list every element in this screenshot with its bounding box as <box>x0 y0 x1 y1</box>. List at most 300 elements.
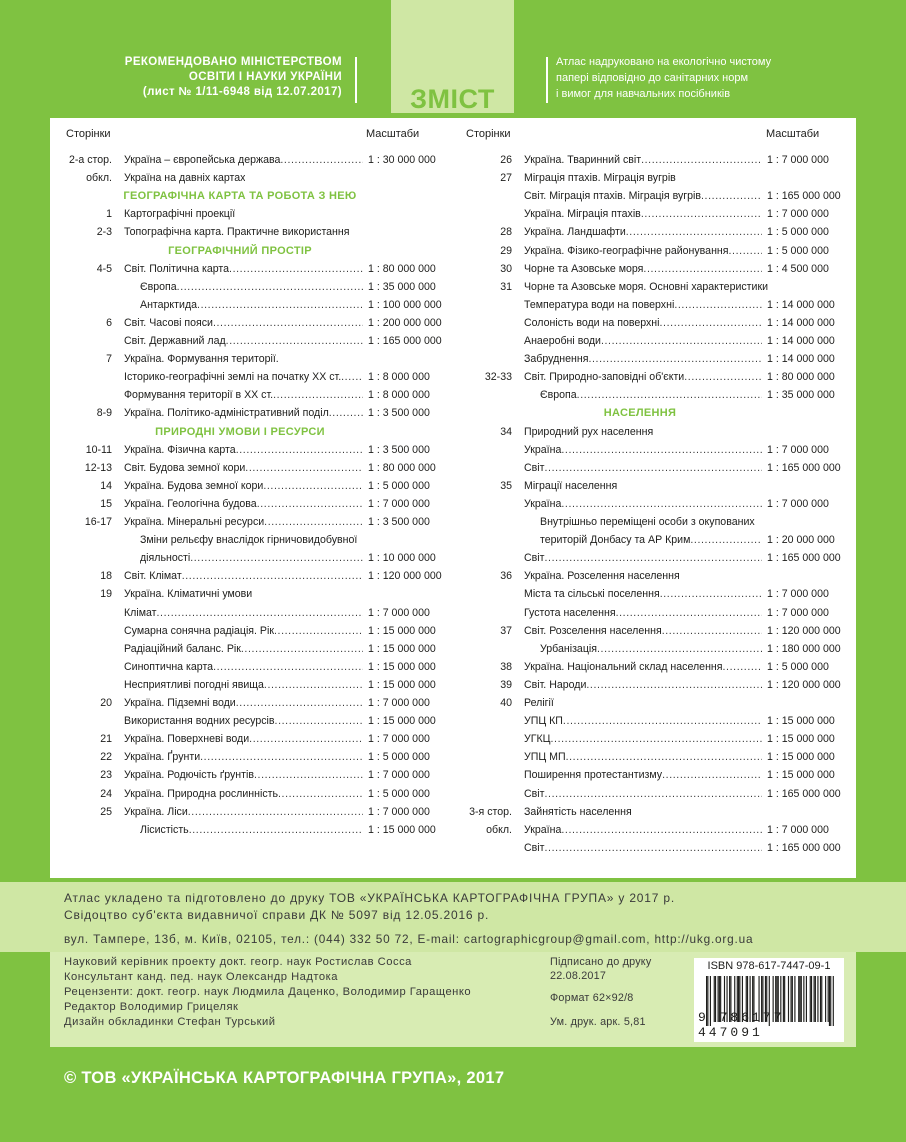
toc-row <box>450 513 850 531</box>
toc-row <box>450 821 850 839</box>
toc-row <box>450 694 850 712</box>
toc-title: Україна – європейська держава <box>124 154 281 166</box>
toc-scale: 1 : 7 000 000 <box>767 154 829 166</box>
toc-row <box>50 748 450 766</box>
toc-row <box>50 332 450 350</box>
dot-leader <box>177 278 363 296</box>
dot-leader <box>626 223 762 241</box>
toc-title: Світ <box>524 787 545 800</box>
toc-row <box>50 640 450 658</box>
dot-leader <box>563 712 762 730</box>
pages-header-right: Сторінки <box>466 128 511 140</box>
toc-row <box>450 386 850 404</box>
toc-scale: 1 : 5 000 000 <box>368 479 430 492</box>
toc-row <box>50 314 450 332</box>
toc-title: Сумарна сонячна радіація. Рік <box>124 624 274 637</box>
toc-title: Поширення протестантизму <box>524 769 663 782</box>
toc-title: Чорне та Азовське моря <box>524 262 644 275</box>
dot-leader <box>264 676 363 694</box>
dot-leader <box>662 622 762 640</box>
dot-leader <box>341 368 363 386</box>
toc-scale: 1 : 7 000 000 <box>767 443 829 456</box>
toc-title: Міграція птахів. Міграція вугрів <box>524 172 676 185</box>
contents-tab <box>391 0 514 113</box>
toc-row <box>450 441 850 459</box>
toc-row <box>450 296 850 314</box>
toc-page: 1 <box>106 208 112 221</box>
dot-leader <box>213 314 363 332</box>
dot-leader <box>641 151 762 169</box>
print-sheets: Ум. друк. арк. 5,81 <box>550 1016 646 1028</box>
toc-title: Історико-географічні землі на початку XX ст. <box>124 371 342 384</box>
toc-row <box>50 658 450 676</box>
toc-row <box>450 531 850 549</box>
toc-title: Антарктида <box>140 298 198 311</box>
toc-row <box>450 622 850 640</box>
toc-row <box>50 151 450 169</box>
toc-row <box>50 821 450 839</box>
toc-title: Анаеробні води <box>524 335 601 347</box>
toc-scale: 1 : 30 000 000 <box>368 154 436 166</box>
ministry-line: ОСВІТИ І НАУКИ УКРАЇНИ <box>188 71 342 83</box>
toc-row <box>50 694 450 712</box>
toc-scale: 1 : 3 500 000 <box>368 407 430 420</box>
toc-page: 25 <box>100 805 112 818</box>
dot-leader <box>662 766 762 784</box>
toc-title: Радіаційний баланс. Рік <box>124 642 241 655</box>
isbn-block <box>694 958 844 1042</box>
toc-page: 8-9 <box>96 407 112 420</box>
toc-row <box>450 712 850 730</box>
ministry-recommendation <box>60 55 342 100</box>
toc-title: Україна. Підземні води <box>124 697 236 709</box>
toc-title: Україна. Розселення населення <box>524 570 680 583</box>
toc-row <box>450 242 850 260</box>
toc-title: Україна. Ліси <box>124 805 188 818</box>
toc-page: 37 <box>500 624 512 637</box>
dot-leader <box>257 495 363 513</box>
dot-leader <box>278 785 363 803</box>
toc-title: Україна. Формування території. <box>124 353 279 366</box>
toc-scale: 1 : 35 000 000 <box>767 389 835 402</box>
imprint-block <box>0 882 906 952</box>
toc-row <box>50 477 450 495</box>
toc-scale: 1 : 7 000 000 <box>368 606 430 619</box>
dot-leader <box>601 332 762 350</box>
dot-leader <box>566 748 762 766</box>
toc-page: 3-я стор. <box>469 805 512 818</box>
toc-scale: 1 : 14 000 000 <box>767 353 835 366</box>
toc-title: Зміни рельєфу внаслідок гірничовидобувної <box>140 534 358 547</box>
eco-line: і вимог для навчальних посібників <box>556 88 731 100</box>
credit-line: Редактор Володимир Грицеляк <box>64 1001 239 1013</box>
dot-leader <box>245 459 363 477</box>
toc-title: Світ. Народи <box>524 678 587 691</box>
toc-row <box>450 368 850 386</box>
toc-row <box>50 531 450 549</box>
toc-title: Світ <box>524 841 545 854</box>
toc-page: 6 <box>106 316 112 329</box>
section-heading: НАСЕЛЕННЯ <box>603 407 677 420</box>
toc-scale: 1 : 14 000 000 <box>767 316 835 329</box>
toc-scale: 1 : 5 000 000 <box>767 226 829 239</box>
dot-leader <box>616 604 762 622</box>
dot-leader <box>660 314 762 332</box>
toc-page: 27 <box>500 172 512 185</box>
toc-scale: 1 : 8 000 000 <box>368 371 430 384</box>
contact-line: вул. Тампере, 13б, м. Київ, 02105, тел.: (044) 332 50 72, E-mail: cartographicgroup@gmail.com, http://ukg.org.ua <box>64 932 754 946</box>
toc-title: Картографічні проекції <box>124 208 236 221</box>
dot-leader <box>643 260 762 278</box>
toc-scale: 1 : 7 000 000 <box>767 588 829 601</box>
dot-leader <box>236 694 363 712</box>
toc-row <box>450 730 850 748</box>
section-heading: ГЕОГРАФІЧНИЙ ПРОСТІР <box>168 244 312 257</box>
toc-title: Україна <box>524 443 562 456</box>
toc-page: 26 <box>500 154 512 166</box>
toc-title: Світ. Будова земної кори <box>124 461 246 474</box>
dot-leader <box>190 549 363 567</box>
toc-title: Україна. Фізична карта <box>124 443 236 456</box>
toc-row <box>450 260 850 278</box>
toc-scale: 1 : 100 000 000 <box>368 298 442 311</box>
toc-title: Україна. Ґрунти <box>124 751 201 764</box>
toc-scale: 1 : 15 000 000 <box>368 660 436 673</box>
toc-scale: 1 : 7 000 000 <box>767 208 829 221</box>
ministry-line: (лист № 1/11-6948 від 12.07.2017) <box>142 86 342 98</box>
toc-title: Світ. Політична карта <box>124 262 230 275</box>
toc-page: 10-11 <box>85 443 112 456</box>
dot-leader <box>701 187 762 205</box>
toc-page: 20 <box>100 697 112 709</box>
toc-scale: 1 : 5 000 000 <box>767 660 829 673</box>
dot-leader <box>690 531 762 549</box>
toc-row <box>50 730 450 748</box>
dot-leader <box>544 839 762 857</box>
toc-scale: 1 : 7 000 000 <box>368 697 430 709</box>
toc-row <box>450 676 850 694</box>
divider <box>355 57 357 103</box>
toc-row <box>50 676 450 694</box>
toc-row <box>50 368 450 386</box>
toc-title: Внутрішньо переміщені особи з окупованих <box>540 516 755 528</box>
toc-row <box>450 803 850 821</box>
toc-title: Використання водних ресурсів <box>124 715 275 728</box>
dot-leader <box>254 766 363 784</box>
toc-title: УПЦ МП <box>524 751 566 764</box>
toc-title: Лісистість <box>140 823 189 836</box>
toc-title: Зайнятість населення <box>524 805 632 818</box>
toc-scale: 1 : 7 000 000 <box>368 805 430 818</box>
dot-leader <box>213 658 363 676</box>
dot-leader <box>157 604 363 622</box>
credit-line: Науковий керівник проекту докт. геогр. наук Ростислав Сосса <box>64 956 412 968</box>
toc-row <box>450 658 850 676</box>
toc-page: 38 <box>500 660 512 673</box>
toc-row <box>450 785 850 803</box>
toc-row <box>50 785 450 803</box>
toc-row <box>450 350 850 368</box>
dot-leader <box>241 640 363 658</box>
toc-row <box>50 386 450 404</box>
toc-scale: 1 : 165 000 000 <box>767 787 841 800</box>
toc-row <box>450 314 850 332</box>
toc-row <box>50 622 450 640</box>
toc-scale: 1 : 80 000 000 <box>368 262 436 275</box>
toc-title: Світ. Державний лад <box>124 335 226 347</box>
toc-scale: 1 : 10 000 000 <box>368 552 436 565</box>
scales-header-left: Масштаби <box>366 128 420 140</box>
toc-scale: 1 : 35 000 000 <box>368 280 436 293</box>
toc-scale: 1 : 80 000 000 <box>368 461 436 474</box>
toc-scale: 1 : 15 000 000 <box>767 751 835 764</box>
section-heading: ГЕОГРАФІЧНА КАРТА ТА РОБОТА З НЕЮ <box>123 190 357 203</box>
toc-scale: 1 : 165 000 000 <box>767 461 841 474</box>
toc-scale: 1 : 15 000 000 <box>368 624 436 637</box>
dot-leader <box>188 803 363 821</box>
toc-row <box>50 549 450 567</box>
toc-row <box>450 459 850 477</box>
contents-panel <box>50 118 856 878</box>
toc-page: 39 <box>500 678 512 691</box>
dot-leader <box>197 296 363 314</box>
toc-title: Україна. Ландшафти <box>524 226 626 239</box>
toc-row <box>450 585 850 603</box>
toc-scale: 1 : 5 000 000 <box>368 787 430 800</box>
dot-leader <box>641 205 762 223</box>
toc-page: 2-3 <box>96 226 112 239</box>
dot-leader <box>577 386 762 404</box>
dot-leader <box>660 585 762 603</box>
dot-leader <box>723 658 762 676</box>
isbn-label: ISBN 978-617-7447-09-1 <box>707 960 831 972</box>
toc-title: Міграції населення <box>524 479 618 492</box>
toc-row <box>450 748 850 766</box>
toc-scale: 1 : 120 000 000 <box>767 678 841 691</box>
dot-leader <box>674 296 762 314</box>
toc-scale: 1 : 180 000 000 <box>767 642 841 655</box>
toc-scale: 1 : 20 000 000 <box>767 534 835 547</box>
toc-scale: 1 : 4 500 000 <box>767 262 829 275</box>
toc-page: 12-13 <box>84 461 112 474</box>
toc-title: Україна. Міграція птахів <box>524 208 641 221</box>
toc-scale: 1 : 14 000 000 <box>767 298 835 311</box>
toc-title: Природний рух населення <box>524 425 654 438</box>
toc-scale: 1 : 15 000 000 <box>368 823 436 836</box>
toc-page: 19 <box>100 588 112 601</box>
copyright: © ТОВ «УКРАЇНСЬКА КАРТОГРАФІЧНА ГРУПА», 2017 <box>64 1069 505 1087</box>
toc-row <box>450 332 850 350</box>
toc-page: 40 <box>500 697 512 709</box>
toc-title: Світ. Розселення населення <box>524 624 662 637</box>
toc-title: УГКЦ <box>524 733 551 746</box>
toc-row <box>50 350 450 368</box>
toc-title: Україна. Геологічна будова <box>124 497 257 510</box>
toc-row <box>50 169 450 187</box>
toc-scale: 1 : 120 000 000 <box>368 570 442 583</box>
dot-leader <box>729 242 762 260</box>
toc-row <box>450 640 850 658</box>
divider <box>546 57 548 103</box>
pages-header-left: Сторінки <box>66 128 111 140</box>
scales-header-right: Масштаби <box>766 128 820 140</box>
toc-title: Україна на давніх картах <box>124 172 246 185</box>
credit-line: Дизайн обкладинки Стефан Турський <box>64 1016 276 1028</box>
toc-row <box>50 260 450 278</box>
dot-leader <box>229 260 363 278</box>
toc-title: Солоність води на поверхні <box>524 316 660 329</box>
toc-row <box>50 712 450 730</box>
toc-title: діяльності <box>140 552 191 565</box>
dot-leader <box>544 459 762 477</box>
toc-scale: 1 : 120 000 000 <box>767 624 841 637</box>
credit-line: Рецензенти: докт. геогр. наук Людмила Даценко, Володимир Гаращенко <box>64 986 472 998</box>
toc-title: Густота населення <box>524 606 616 619</box>
toc-page: 31 <box>500 280 512 293</box>
toc-title: Чорне та Азовське моря. Основні характеристики <box>524 280 768 293</box>
toc-row <box>450 223 850 241</box>
dot-leader <box>280 151 363 169</box>
dot-leader <box>182 567 363 585</box>
imprint-line: Свідоцтво суб'єкта видавничої справи ДК № 5097 від 12.05.2016 р. <box>64 908 490 922</box>
toc-title: Україна. Тваринний світ <box>524 154 642 166</box>
toc-scale: 1 : 165 000 000 <box>767 552 841 565</box>
toc-title: Україна. Родючість ґрунтів <box>124 769 254 782</box>
credit-line: Консультант канд. пед. наук Олександр Надтока <box>64 971 339 983</box>
toc-page: 7 <box>106 353 112 366</box>
dot-leader <box>273 386 363 404</box>
toc-title: Формування території в XX ст. <box>124 389 274 402</box>
dot-leader <box>544 785 762 803</box>
dot-leader <box>249 730 363 748</box>
toc-row <box>450 169 850 187</box>
toc-title: Україна. Мінеральні ресурси <box>124 516 265 528</box>
ministry-line: РЕКОМЕНДОВАНО МІНІСТЕРСТВОМ <box>124 56 342 68</box>
toc-title: Синоптична карта <box>124 660 214 673</box>
toc-page: 16-17 <box>84 516 112 528</box>
eco-note <box>556 54 856 102</box>
toc-scale: 1 : 15 000 000 <box>767 769 835 782</box>
toc-scale: 1 : 5 000 000 <box>368 751 430 764</box>
toc-title: Україна. Кліматичні умови <box>124 588 253 601</box>
dot-leader <box>561 441 762 459</box>
dot-leader <box>329 404 363 422</box>
eco-line: Атлас надруковано на екологічно чистому <box>556 56 772 68</box>
toc-row <box>450 549 850 567</box>
toc-title: Україна. Будова земної кори <box>124 479 264 492</box>
dot-leader <box>550 730 762 748</box>
toc-title: Світ <box>524 461 545 474</box>
eco-line: папері відповідно до санітарних норм <box>556 72 749 84</box>
toc-page: 21 <box>100 733 112 746</box>
toc-row <box>450 839 850 857</box>
dot-leader <box>226 332 363 350</box>
toc-title: Урбанізація <box>540 642 597 655</box>
toc-scale: 1 : 15 000 000 <box>368 642 436 655</box>
imprint-line: Атлас укладено та підготовлено до друку ТОВ «УКРАЇНСЬКА КАРТОГРАФІЧНА ГРУПА» у 2017 р. <box>64 891 675 905</box>
dot-leader <box>684 368 762 386</box>
toc-scale: 1 : 8 000 000 <box>368 389 430 402</box>
toc-page: 34 <box>500 425 512 438</box>
toc-row <box>450 423 850 441</box>
toc-row <box>50 223 450 241</box>
dot-leader <box>236 441 363 459</box>
toc-page: 28 <box>500 226 512 239</box>
toc-page: обкл. <box>486 823 512 836</box>
toc-scale: 1 : 3 500 000 <box>368 443 430 456</box>
dot-leader <box>586 676 762 694</box>
toc-title: Україна. Природна рослинність <box>124 787 278 800</box>
toc-scale: 1 : 3 500 000 <box>368 516 430 528</box>
toc-row <box>450 151 850 169</box>
toc-scale: 1 : 165 000 000 <box>368 335 442 347</box>
toc-title: Світ <box>524 552 545 565</box>
toc-title: Топографічна карта. Практичне використання <box>124 226 350 239</box>
dot-leader <box>561 495 762 513</box>
dot-leader <box>544 549 762 567</box>
toc-page: 24 <box>100 787 112 800</box>
toc-page: 36 <box>500 570 512 583</box>
toc-row <box>50 513 450 531</box>
toc-page: 4-5 <box>96 262 112 275</box>
toc-title: Україна. Поверхневі води <box>124 733 250 746</box>
toc-scale: 1 : 5 000 000 <box>767 244 829 257</box>
toc-row <box>450 495 850 513</box>
toc-row <box>50 803 450 821</box>
toc-scale: 1 : 15 000 000 <box>368 715 436 728</box>
dot-leader <box>189 821 363 839</box>
toc-row <box>50 441 450 459</box>
toc-title: Релігії <box>524 697 554 709</box>
toc-title: Україна. Фізико-географічне районування <box>524 244 729 257</box>
signed-date: 22.08.2017 <box>550 970 607 982</box>
toc-title: Світ. Часові пояси <box>124 316 213 329</box>
toc-scale: 1 : 165 000 000 <box>767 841 841 854</box>
toc-page: 15 <box>100 497 112 510</box>
toc-title: УПЦ КП <box>524 715 563 728</box>
toc-title: територій Донбасу та АР Крим <box>540 534 691 547</box>
dot-leader <box>274 622 363 640</box>
toc-row <box>450 477 850 495</box>
signed-date: Підписано до друку <box>550 956 652 968</box>
toc-row <box>50 404 450 422</box>
toc-page: 32-33 <box>484 371 512 384</box>
toc-title: Світ. Міграція птахів. Міграція вугрів <box>524 190 702 203</box>
toc-row <box>450 604 850 622</box>
toc-row <box>50 585 450 603</box>
toc-title: Несприятливі погодні явища <box>124 678 264 691</box>
isbn-digits: 9 786177 447091 <box>698 1010 785 1040</box>
toc-scale: 1 : 15 000 000 <box>767 733 835 746</box>
toc-row <box>50 278 450 296</box>
toc-title: Світ. Природно-заповідні об'єкти <box>524 371 685 384</box>
toc-scale: 1 : 14 000 000 <box>767 335 835 347</box>
toc-row <box>50 567 450 585</box>
toc-page: 30 <box>500 262 512 275</box>
toc-title: Україна <box>524 823 562 836</box>
dot-leader <box>263 477 363 495</box>
toc-row <box>450 567 850 585</box>
toc-scale: 1 : 7 000 000 <box>368 733 430 746</box>
toc-page: 18 <box>100 570 112 583</box>
toc-scale: 1 : 15 000 000 <box>368 678 436 691</box>
dot-leader <box>588 350 762 368</box>
toc-page: 2-а стор. <box>68 154 112 166</box>
toc-page: 23 <box>100 769 112 782</box>
toc-row <box>450 766 850 784</box>
dot-leader <box>275 712 363 730</box>
dot-leader <box>264 513 363 531</box>
